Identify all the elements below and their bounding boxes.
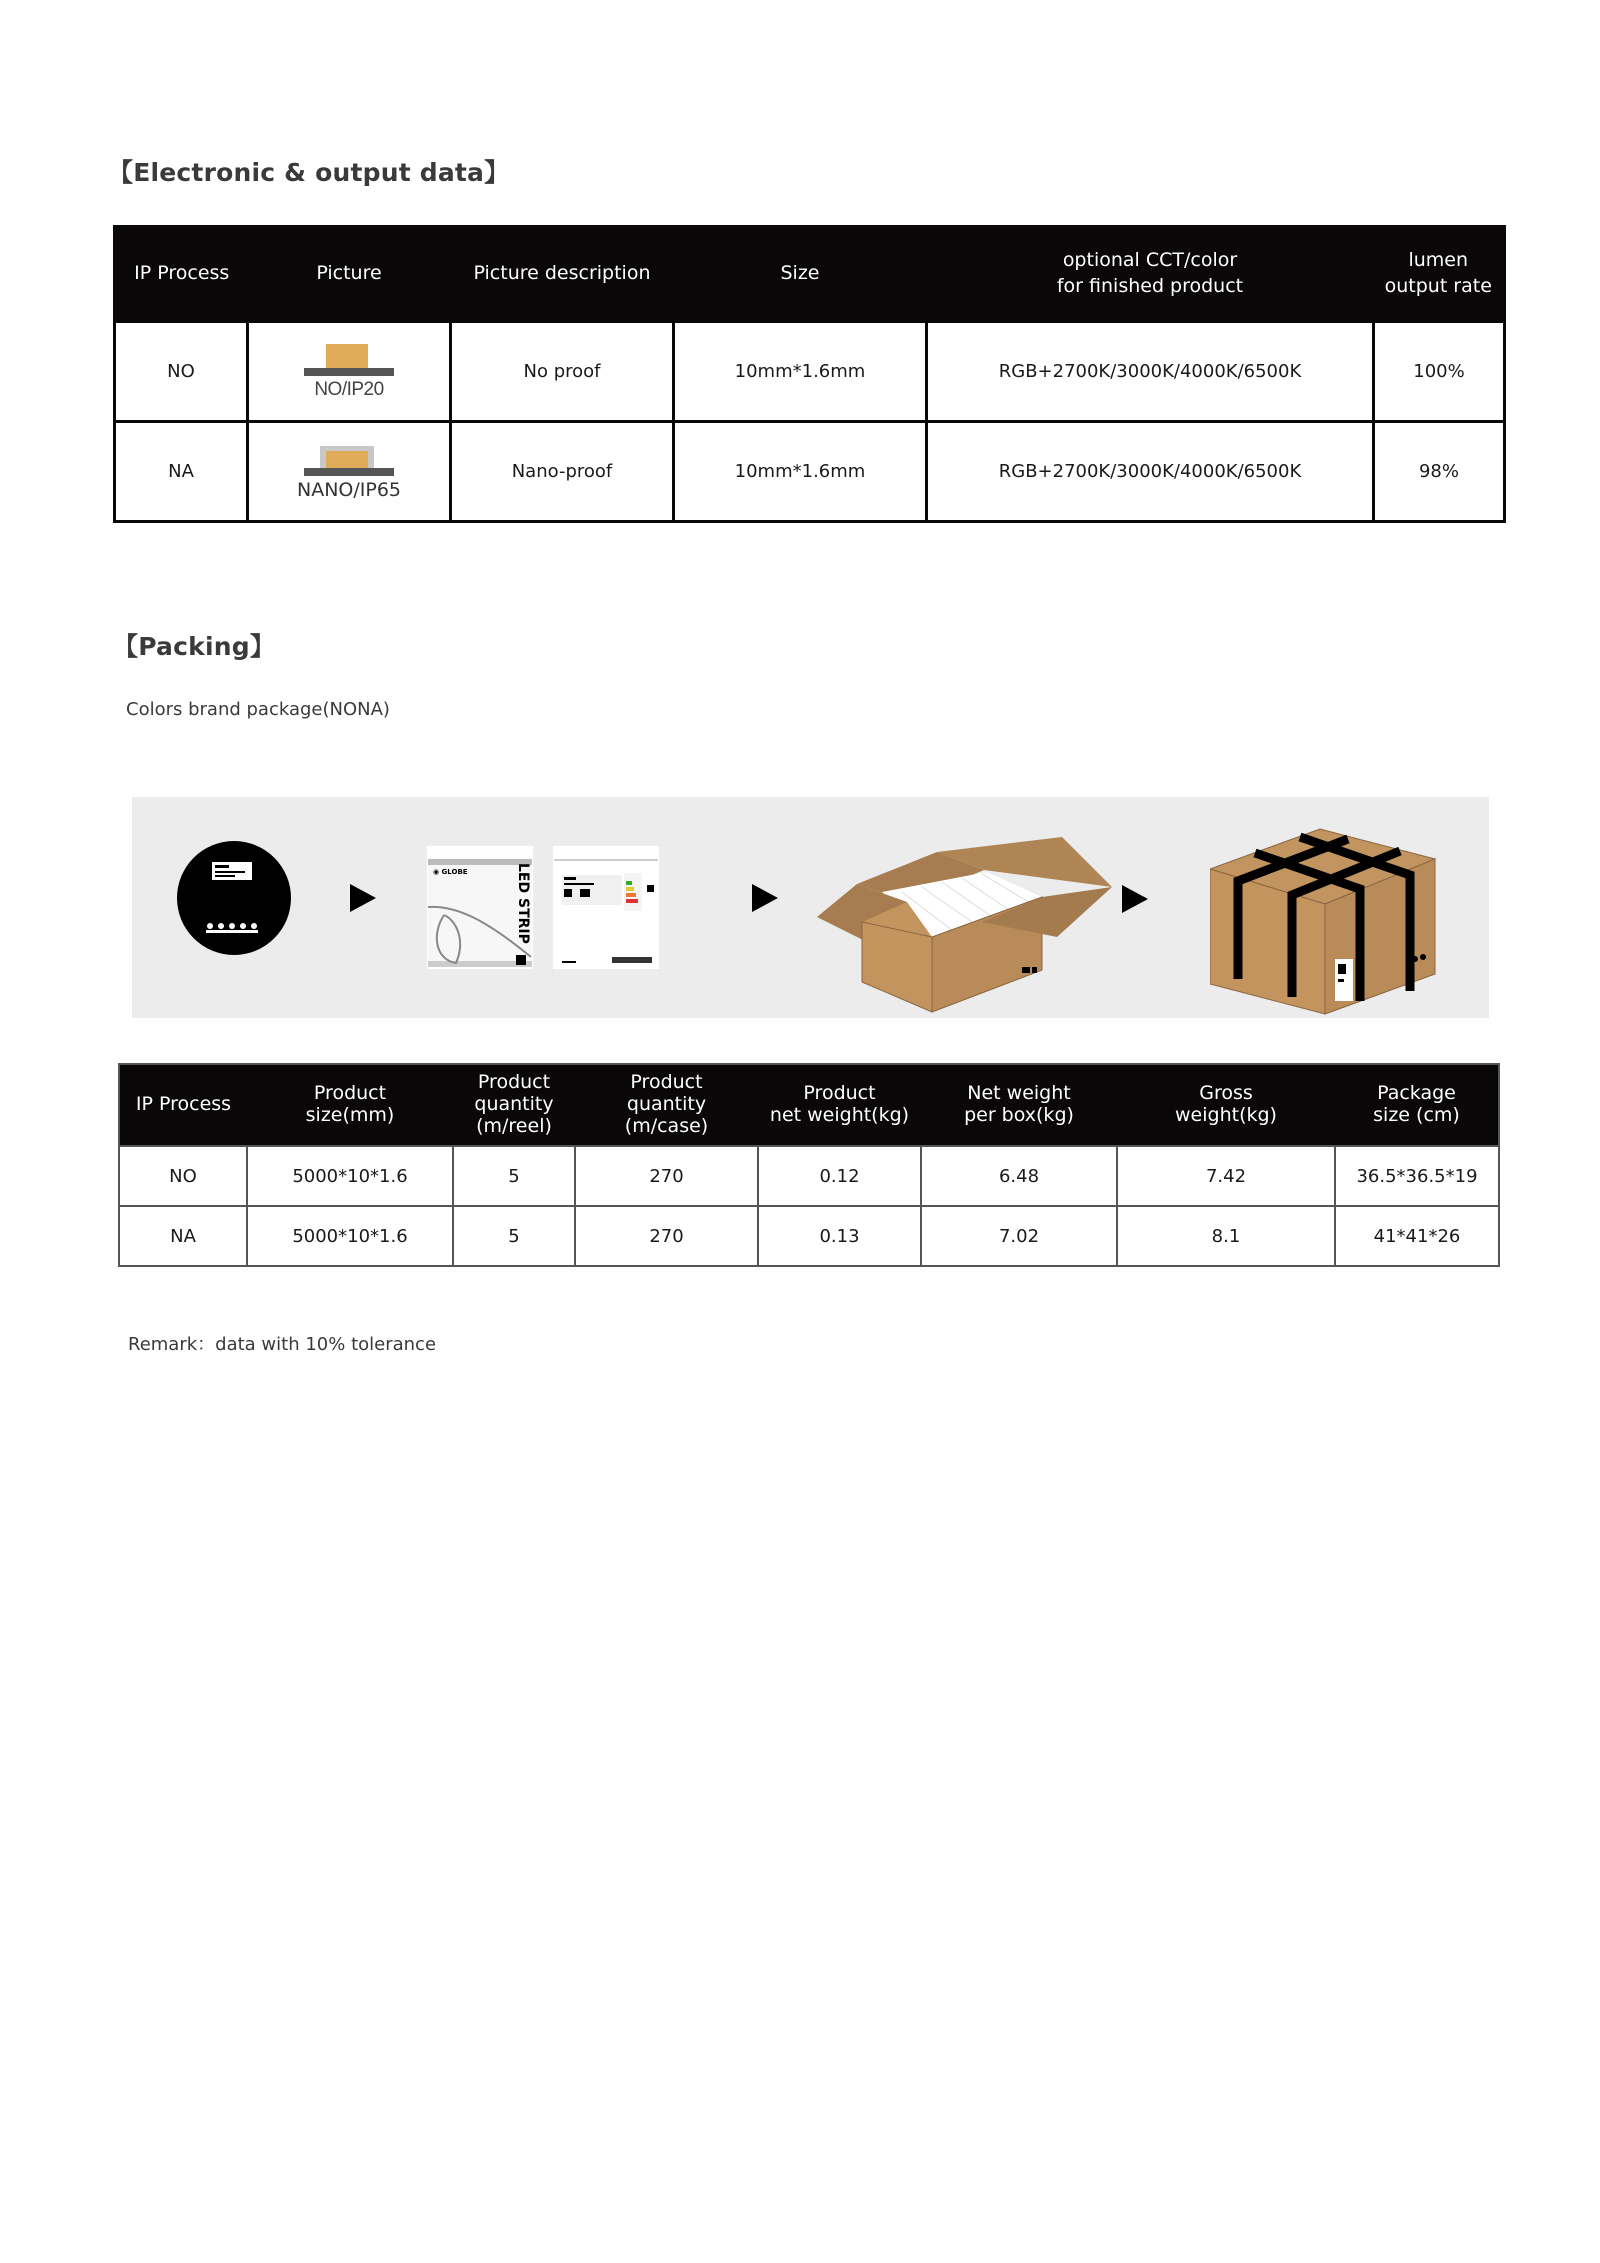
- cell-product-net-weight: 0.12: [758, 1146, 921, 1206]
- cell-picture: [248, 422, 451, 522]
- sealed-carton-icon: [1210, 809, 1450, 1019]
- electronic-section-title: 【Electronic & output data】: [108, 158, 510, 187]
- cell-description: Nano-proof: [451, 422, 674, 522]
- header-package-size: Package size (cm): [1335, 1064, 1499, 1146]
- header-gross-weight: Gross weight(kg): [1117, 1064, 1335, 1146]
- cell-quantity-case: 270: [575, 1146, 758, 1206]
- table-row: [115, 322, 1505, 422]
- header-quantity-reel: Product quantity (m/reel): [453, 1064, 575, 1146]
- header-product-size: Product size(mm): [247, 1064, 453, 1146]
- header-size: Size: [674, 227, 927, 322]
- header-lumen-line2: output rate: [1384, 275, 1492, 297]
- cell-quantity-reel: 5: [453, 1146, 575, 1206]
- cell-quantity-case: 270: [575, 1206, 758, 1266]
- led-chip-no-coating-icon: [304, 342, 394, 376]
- cell-size: 10mm*1.6mm: [674, 322, 927, 422]
- header-cct-line1: optional CCT/color: [1062, 249, 1238, 272]
- cell-package-size: 41*41*26: [1335, 1206, 1499, 1266]
- cell-product-size: 5000*10*1.6: [247, 1206, 453, 1266]
- cell-net-weight-box: 7.02: [921, 1206, 1117, 1266]
- open-carton-icon: [812, 822, 1112, 1022]
- cell-product-net-weight: 0.13: [758, 1206, 921, 1266]
- arrow-right-icon: [1122, 885, 1148, 913]
- cell-ip: NA: [119, 1206, 247, 1266]
- cell-quantity-reel: 5: [453, 1206, 575, 1266]
- bag-front-icon: [426, 845, 534, 970]
- arrow-right-icon: [752, 884, 778, 912]
- table-row: [119, 1206, 1499, 1266]
- packing-process-panel: [132, 797, 1489, 1018]
- header-quantity-case: Product quantity (m/case): [575, 1064, 758, 1146]
- header-lumen-line1: lumen: [1408, 249, 1469, 272]
- packing-subtitle: Colors brand package(NONA): [126, 699, 390, 720]
- cell-lumen: 100%: [1374, 322, 1505, 422]
- packing-table: [118, 1063, 1500, 1267]
- table-header-row: [119, 1064, 1499, 1146]
- header-cct: [927, 227, 1374, 322]
- table-row: [119, 1146, 1499, 1206]
- header-ip-process: IP Process: [115, 227, 248, 322]
- svg-text:LED STRIP: LED STRIP: [515, 863, 531, 944]
- cell-package-size: 36.5*36.5*19: [1335, 1146, 1499, 1206]
- header-ip-process: IP Process: [119, 1064, 247, 1146]
- header-picture: Picture: [248, 227, 451, 322]
- remark-text: Remark：data with 10% tolerance: [128, 1334, 437, 1355]
- cell-ip: NA: [115, 422, 248, 522]
- cell-ip: NO: [115, 322, 248, 422]
- cell-gross-weight: 8.1: [1117, 1206, 1335, 1266]
- header-net-weight-box: Net weight per box(kg): [921, 1064, 1117, 1146]
- cell-size: 10mm*1.6mm: [674, 422, 927, 522]
- cell-product-size: 5000*10*1.6: [247, 1146, 453, 1206]
- arrow-right-icon: [350, 884, 376, 912]
- led-chip-nano-coating-icon: [304, 442, 394, 476]
- electronic-output-table: [113, 225, 1506, 523]
- picture-label: NO/IP20: [314, 379, 384, 400]
- header-picture-description: Picture description: [451, 227, 674, 322]
- svg-text:◉ GLOBE: ◉ GLOBE: [433, 868, 468, 876]
- bag-back-icon: [552, 845, 660, 970]
- header-cct-line2: for finished product: [1056, 275, 1244, 297]
- packing-section-title: 【Packing】: [113, 632, 276, 661]
- cell-picture: [248, 322, 451, 422]
- header-product-net-weight: Product net weight(kg): [758, 1064, 921, 1146]
- picture-label: NANO/IP65: [296, 479, 402, 501]
- cell-description: No proof: [451, 322, 674, 422]
- reel-disc-icon: [176, 840, 292, 956]
- cell-net-weight-box: 6.48: [921, 1146, 1117, 1206]
- cell-cct: RGB+2700K/3000K/4000K/6500K: [927, 322, 1374, 422]
- cell-ip: NO: [119, 1146, 247, 1206]
- cell-gross-weight: 7.42: [1117, 1146, 1335, 1206]
- cell-cct: RGB+2700K/3000K/4000K/6500K: [927, 422, 1374, 522]
- table-header-row: [115, 227, 1505, 322]
- header-lumen: [1374, 227, 1505, 322]
- cell-lumen: 98%: [1374, 422, 1505, 522]
- table-row: [115, 422, 1505, 522]
